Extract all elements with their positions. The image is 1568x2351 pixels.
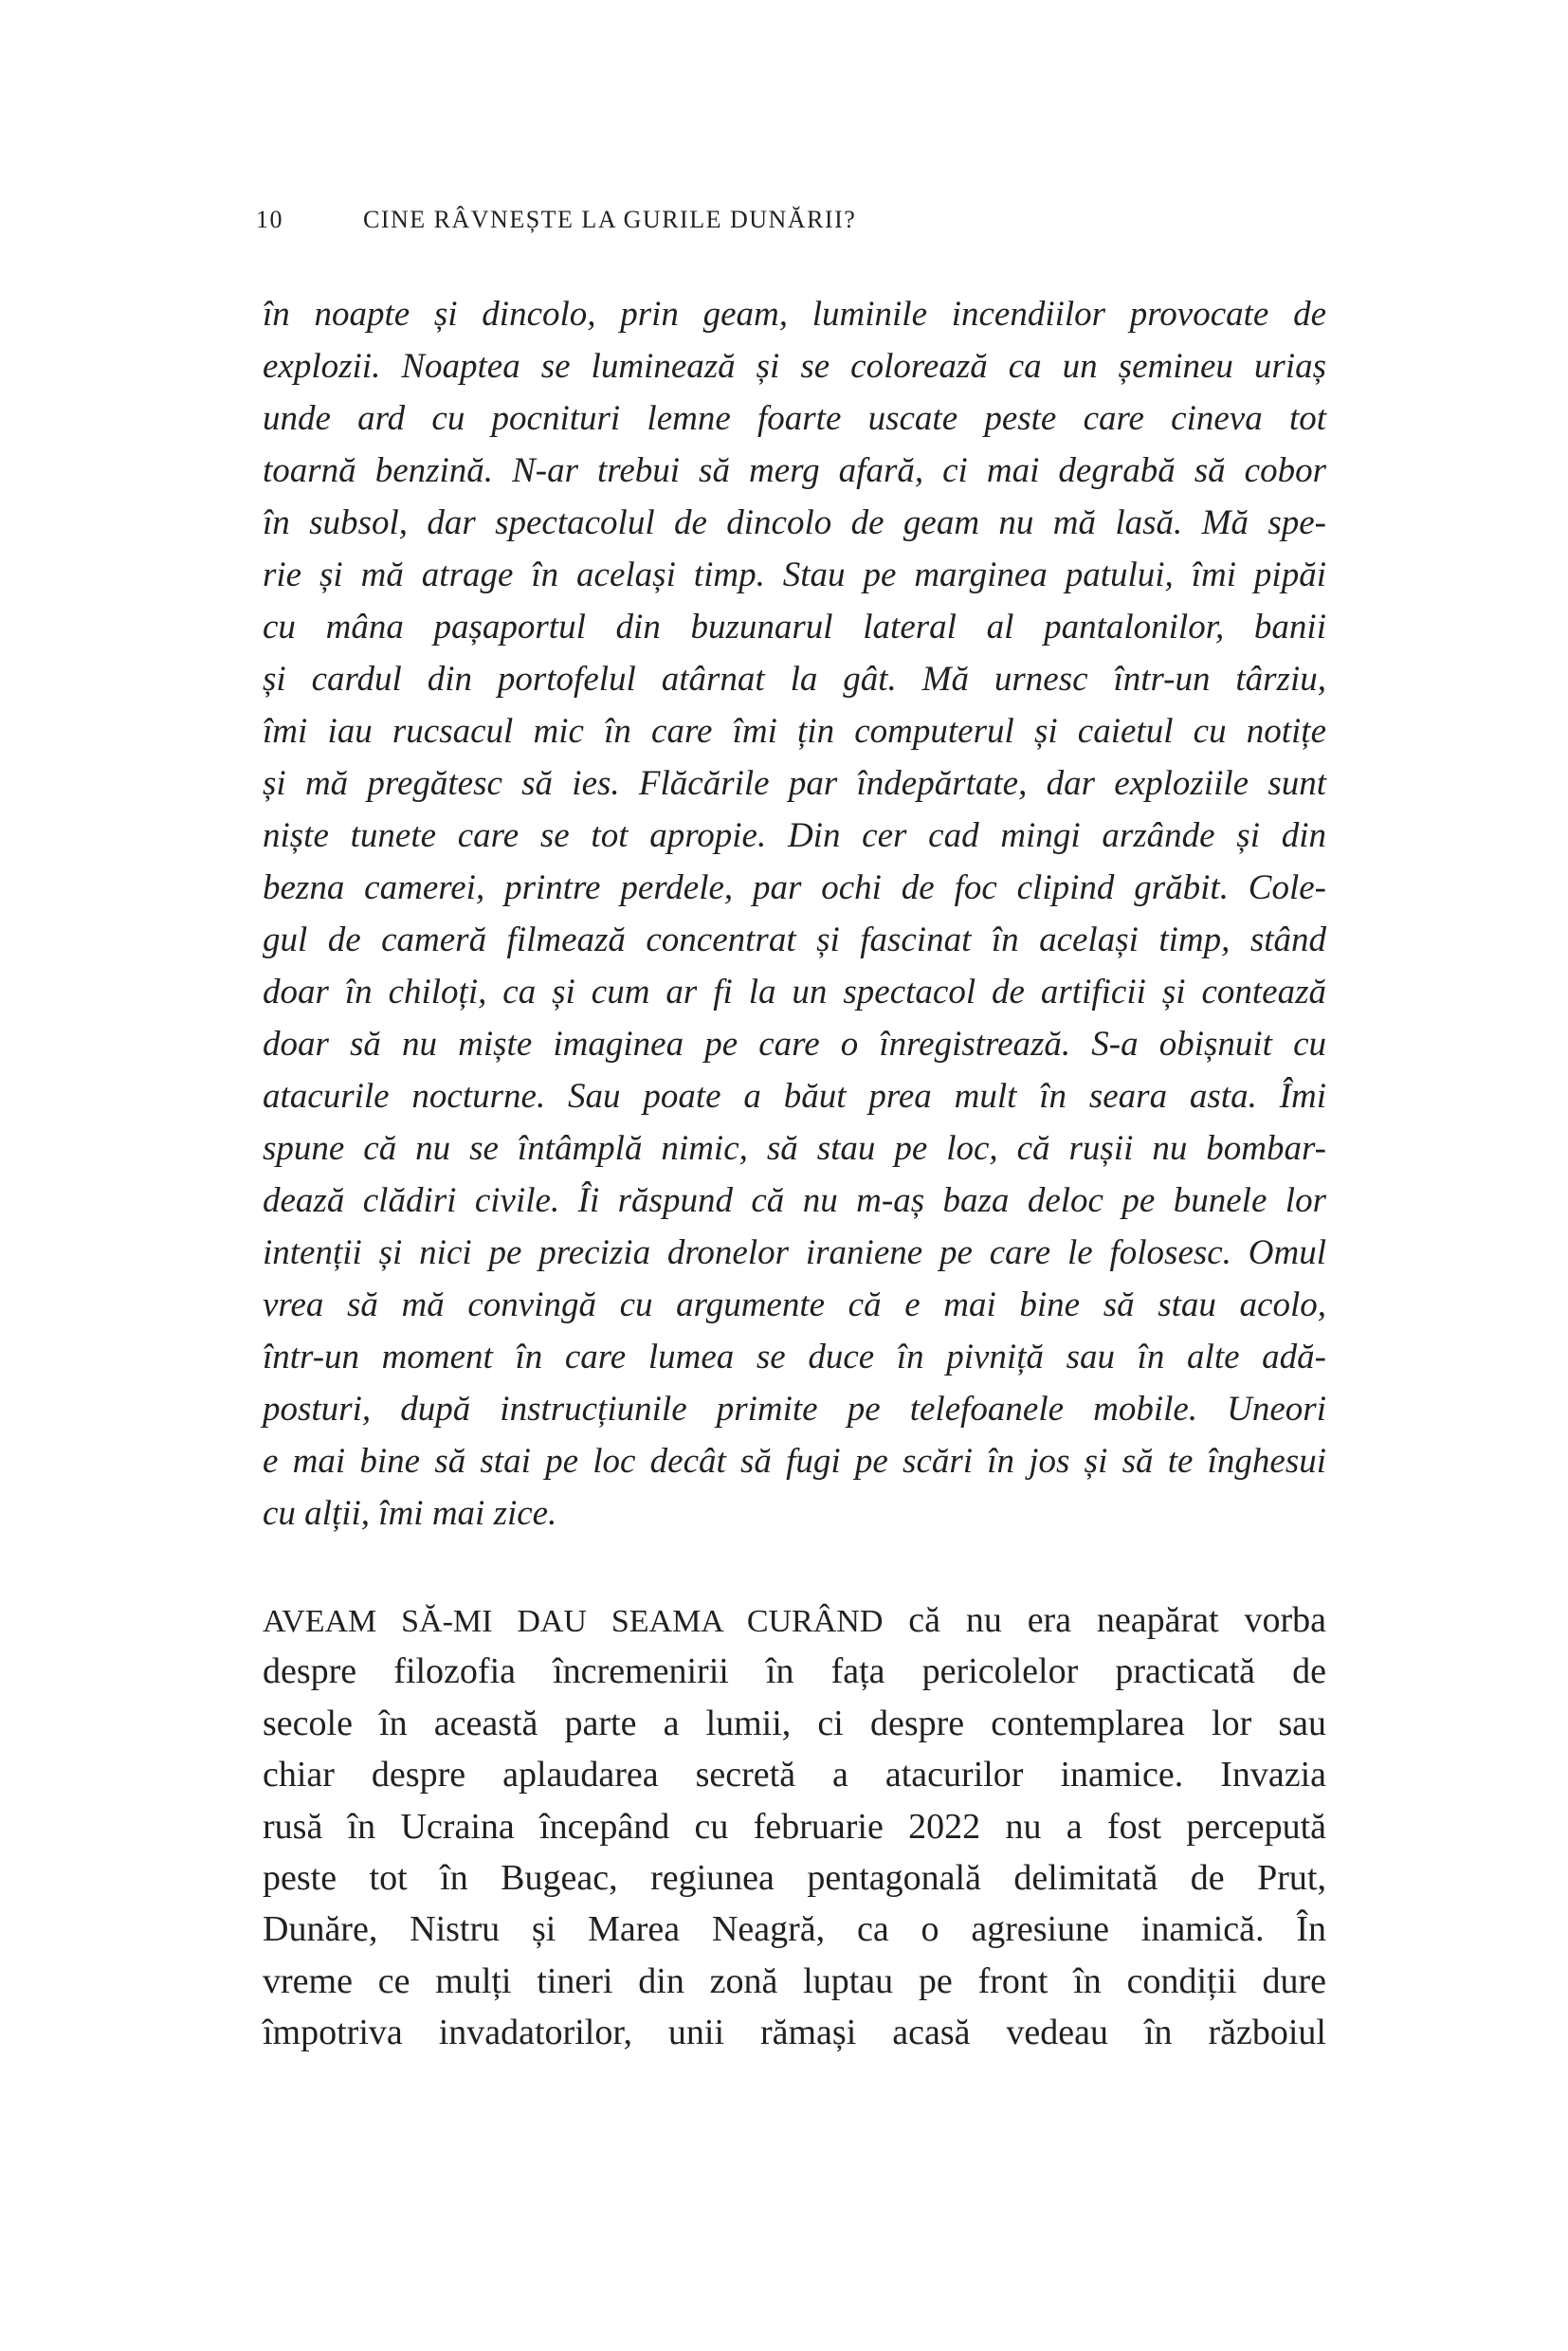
paragraph-line: chiar despre aplaudarea secretă a atacurilor inamice. Invazia (263, 1755, 1326, 1795)
paragraph-line: gul de cameră filmează concentrat și fascinat în același timp, stând (263, 920, 1326, 959)
paragraph-line: cu alții, îmi mai zice. (263, 1494, 557, 1533)
paragraph-line: doar să nu miște imaginea pe care o înregistrează. S-a obișnuit cu (263, 1025, 1326, 1064)
paragraph-line: intenții și nici pe precizia dronelor iraniene pe care le folosesc. Omul (263, 1233, 1326, 1272)
paragraph-line: peste tot în Bugeac, regiunea pentagonală delimitată de Prut, (263, 1858, 1326, 1898)
page-number: 10 (256, 206, 283, 233)
line-text: că nu era neapărat vorba (883, 1600, 1326, 1640)
paragraph-line: în subsol, dar spectacolul de dincolo de geam nu mă lasă. Mă spe- (263, 503, 1326, 542)
paragraph-line: și cardul din portofelul atârnat la gât. Mă urnesc într-un târziu, (263, 660, 1326, 699)
paragraph-line: într-un moment în care lumea se duce în pivniță sau în alte adă- (263, 1338, 1326, 1376)
paragraph-line: secole în această parte a lumii, ci despre contemplarea lor sau (263, 1703, 1326, 1743)
paragraph-line: vreme ce mulți tineri din zonă luptau pe front în condiții dure (263, 1960, 1326, 2001)
paragraph-line: bezna camerei, printre perdele, par ochi de foc clipind grăbit. Cole- (263, 868, 1326, 907)
paragraph-line: împotriva invadatorilor, unii rămași acasă vedeau în războiul (263, 2013, 1326, 2053)
paragraph-line: doar în chiloți, ca și cum ar fi la un spectacol de artificii și contează (263, 973, 1326, 1011)
paragraph-line: spune că nu se întâmplă nimic, să stau pe loc, că rușii nu bombar- (263, 1129, 1326, 1168)
paragraph-line: îmi iau rucsacul mic în care îmi țin computerul și caietul cu notițe (263, 712, 1326, 751)
paragraph-line: rie și mă atrage în același timp. Stau pe marginea patului, îmi pipăi (263, 556, 1326, 594)
paragraph-line: și mă pregătesc să ies. Flăcările par îndepărtate, dar exploziile sunt (263, 764, 1326, 803)
paragraph-line (263, 1595, 1326, 1647)
paragraph-line: explozii. Noaptea se luminează și se colorează ca un șemineu uriaș (263, 347, 1326, 386)
running-title: CINE RÂVNEȘTE LA GURILE DUNĂRII? (363, 206, 857, 233)
paragraph-line: toarnă benzină. N-ar trebui să merg afară, ci mai degrabă să cobor (263, 451, 1326, 490)
paragraph-line: atacurile nocturne. Sau poate a băut prea mult în seara asta. Îmi (263, 1077, 1326, 1116)
paragraph-line: Dunăre, Nistru și Marea Neagră, ca o agresiune inamică. În (263, 1909, 1326, 1950)
paragraph-line: posturi, după instrucțiunile primite pe telefoanele mobile. Uneori (263, 1390, 1326, 1429)
paragraph-line: unde ard cu pocnituri lemne foarte uscate peste care cineva tot (263, 399, 1326, 438)
paragraph-line: rusă în Ucraina începând cu februarie 2022 nu a fost percepută (263, 1806, 1326, 1847)
paragraph-line: cu mâna pașaportul din buzunarul lateral al pantalonilor, banii (263, 608, 1326, 647)
paragraph-line: despre filozofia încremenirii în fața pericolelor practicată de (263, 1651, 1326, 1692)
paragraph-line: vrea să mă convingă cu argumente că e mai bine să stau acolo, (263, 1285, 1326, 1324)
paragraph-line: dează clădiri civile. Îi răspund că nu m-aș baza deloc pe bunele lor (263, 1181, 1326, 1220)
paragraph-line: niște tunete care se tot apropie. Din cer cad mingi arzânde și din (263, 816, 1326, 855)
small-caps-lead-in: AVEAM SĂ-MI DAU SEAMA CURÂND (263, 1604, 884, 1639)
paragraph-line: în noapte și dincolo, prin geam, luminile incendiilor provocate de (263, 295, 1326, 334)
paragraph-line: e mai bine să stai pe loc decât să fugi pe scări în jos și să te înghesui (263, 1442, 1326, 1481)
